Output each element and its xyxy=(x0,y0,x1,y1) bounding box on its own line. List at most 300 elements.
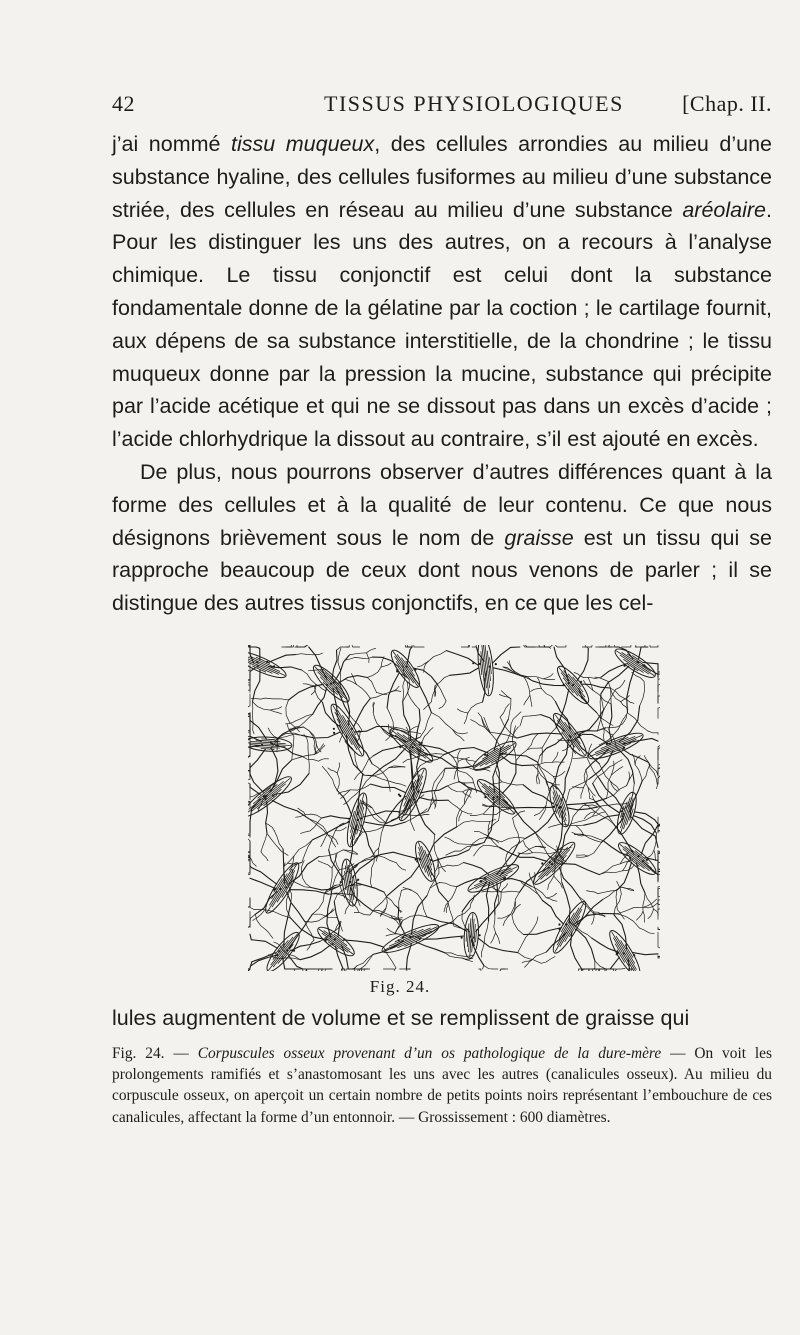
corpuscle-hatch xyxy=(474,924,476,947)
canaliculus xyxy=(531,689,542,692)
canal-mouth-dot xyxy=(580,681,582,683)
canaliculus xyxy=(465,789,469,803)
canaliculus xyxy=(459,811,462,821)
canaliculus xyxy=(261,852,268,861)
canaliculus xyxy=(386,934,400,936)
canaliculus xyxy=(296,645,309,647)
body-continuation: lules augmentent de volume et se remplissent de graisse qui xyxy=(112,1006,690,1030)
canaliculus xyxy=(378,856,397,863)
canaliculus xyxy=(294,840,313,856)
canal-mouth-dot xyxy=(565,923,567,925)
canal-mouth-dot xyxy=(334,938,336,940)
canal-mouth-dot xyxy=(358,730,360,732)
canaliculus xyxy=(481,944,484,958)
canaliculus xyxy=(658,958,660,959)
canaliculus xyxy=(610,688,624,698)
canaliculus xyxy=(658,881,660,904)
canaliculus xyxy=(334,902,339,937)
canaliculus xyxy=(484,921,488,944)
canaliculus xyxy=(658,904,660,905)
canal-mouth-dot xyxy=(486,755,488,757)
canaliculus xyxy=(327,895,331,938)
corpuscle-hatch xyxy=(623,849,649,871)
canaliculus xyxy=(457,821,481,827)
corpuscle-hatch xyxy=(269,934,298,970)
bone-corpuscles-drawing xyxy=(248,645,660,971)
canaliculus xyxy=(500,704,509,717)
canal-mouth-dot xyxy=(272,795,274,797)
canaliculus xyxy=(337,773,339,790)
canaliculus xyxy=(576,856,588,857)
canal-mouth-dot xyxy=(629,810,631,812)
canal-mouth-dot xyxy=(324,940,326,942)
canaliculus xyxy=(587,891,598,894)
canaliculus xyxy=(248,745,250,747)
canaliculus xyxy=(318,861,332,868)
canaliculus xyxy=(470,895,474,908)
canaliculus xyxy=(562,864,599,875)
canaliculus xyxy=(250,914,255,927)
canal-mouth-dot xyxy=(556,804,558,806)
canaliculus xyxy=(458,750,461,761)
canaliculus xyxy=(482,966,484,969)
canaliculus xyxy=(268,728,278,738)
canal-mouth-dot xyxy=(624,743,626,745)
canaliculus xyxy=(265,910,291,918)
canaliculus xyxy=(457,762,459,782)
text-run: . Pour les distinguer les uns des autres, on a recours à l’analyse chimique. Le tissu conjonctif est celui dont la substance fondamentale donne de la gélatine par la coction ; le cartilage fournit, aux dépens de sa substance interstitielle, de la chondrine ; le tissu muqueux donne par la pression la mucine, substance qui précipite par l’acide acétique et qui ne se dissout pas dans un excès d’acide ; l’acide chlorhydrique la dissout au contraire, s’il est ajouté en excès. xyxy=(112,197,772,452)
canaliculus xyxy=(255,914,265,929)
canaliculus xyxy=(658,932,660,954)
canaliculus xyxy=(648,909,654,918)
canaliculus xyxy=(439,701,446,709)
canaliculus xyxy=(284,904,291,948)
canaliculus xyxy=(484,966,498,969)
canaliculus xyxy=(295,654,312,655)
canaliculus xyxy=(364,775,390,781)
corpuscle-hatch xyxy=(541,850,570,880)
canaliculus xyxy=(554,645,564,647)
canal-mouth-dot xyxy=(621,810,623,812)
canaliculus xyxy=(530,695,532,706)
canal-mouth-dot xyxy=(496,796,498,798)
canaliculus xyxy=(529,887,543,900)
canal-mouth-dot xyxy=(574,733,576,735)
text-run: j’ai nommé xyxy=(112,132,232,156)
canaliculus xyxy=(498,969,508,971)
canal-mouth-dot xyxy=(575,929,577,931)
canaliculus xyxy=(387,672,399,708)
canal-mouth-dot xyxy=(479,663,481,665)
canaliculus xyxy=(508,699,511,720)
canaliculus xyxy=(577,899,603,925)
canaliculus xyxy=(367,667,381,678)
canaliculus xyxy=(268,655,295,663)
canaliculus xyxy=(300,945,330,960)
canal-mouth-dot xyxy=(629,857,631,859)
canaliculus xyxy=(331,870,339,895)
canaliculus xyxy=(524,677,530,695)
canaliculus xyxy=(448,863,464,867)
caption-text: — On voit les prolongements ramifiés et s’anastomosant les uns avec les autres (canalicules osseux). Au milieu du corpuscule osseux, on aperçoit un certain nombre de petits points noirs représentant l’embouchure de ces canalicules, affectant la forme d’un entonnoir. — Grossissement : 600 diamètres. xyxy=(112,1045,772,1126)
paragraph-2 xyxy=(112,456,772,620)
canaliculus xyxy=(549,824,562,828)
canaliculus xyxy=(607,775,612,798)
canaliculus xyxy=(272,801,309,819)
canaliculus xyxy=(600,806,614,823)
canal-mouth-dot xyxy=(418,742,420,744)
canaliculus xyxy=(533,852,558,854)
canal-mouth-dot xyxy=(501,753,503,755)
canaliculus xyxy=(250,934,278,948)
canaliculus xyxy=(380,852,418,859)
canaliculus xyxy=(445,748,488,755)
canal-mouth-dot xyxy=(572,684,574,686)
canal-mouth-dot xyxy=(606,743,608,745)
canal-mouth-dot xyxy=(398,939,400,941)
canaliculus xyxy=(349,645,359,647)
canaliculus xyxy=(554,647,568,681)
canaliculus xyxy=(581,788,584,799)
canaliculus xyxy=(464,863,489,875)
canal-mouth-dot xyxy=(261,744,263,746)
canaliculus xyxy=(457,709,467,713)
canaliculus xyxy=(635,765,642,781)
chapter-label: [Chap. II. xyxy=(682,91,772,116)
canaliculus xyxy=(429,651,447,662)
canaliculus xyxy=(250,784,260,795)
canaliculus xyxy=(643,893,645,911)
canaliculus xyxy=(474,845,484,856)
canal-mouth-dot xyxy=(563,684,565,686)
canaliculus xyxy=(248,747,250,763)
canaliculus xyxy=(592,938,618,952)
canaliculus xyxy=(604,729,613,735)
canaliculus xyxy=(379,826,384,848)
canaliculus xyxy=(252,868,277,884)
canaliculus xyxy=(407,647,412,664)
canaliculus xyxy=(425,728,434,737)
canal-mouth-dot xyxy=(472,662,474,664)
canaliculus xyxy=(628,713,648,731)
canaliculus xyxy=(410,645,413,647)
canaliculus xyxy=(532,681,565,686)
canaliculus xyxy=(405,811,428,822)
canaliculus xyxy=(367,648,376,652)
canal-mouth-dot xyxy=(279,888,281,890)
canaliculus xyxy=(363,826,384,832)
canaliculus xyxy=(372,749,405,776)
canaliculus xyxy=(350,901,359,912)
canaliculus xyxy=(512,915,524,934)
canaliculus xyxy=(520,645,535,647)
canaliculus xyxy=(595,677,608,681)
canaliculus xyxy=(293,881,311,887)
canaliculus xyxy=(343,969,345,971)
canal-mouth-dot xyxy=(265,795,267,797)
canaliculus xyxy=(592,912,595,924)
canaliculus xyxy=(322,766,329,774)
canaliculus xyxy=(562,745,570,751)
canal-mouth-dot xyxy=(398,794,400,796)
canaliculus xyxy=(468,702,483,713)
canaliculus xyxy=(408,694,419,710)
canal-mouth-dot xyxy=(553,806,555,808)
canal-mouth-dot xyxy=(419,858,421,860)
canaliculus xyxy=(595,961,613,969)
canaliculus xyxy=(384,947,397,968)
canal-mouth-dot xyxy=(273,889,275,891)
canaliculus xyxy=(588,842,602,856)
canaliculus xyxy=(532,917,538,931)
canaliculus xyxy=(627,668,635,713)
canaliculus xyxy=(296,714,313,721)
canal-mouth-dot xyxy=(349,881,351,883)
canaliculus xyxy=(250,799,260,833)
canal-mouth-dot xyxy=(484,796,486,798)
canaliculus xyxy=(636,911,643,920)
canaliculus xyxy=(354,698,371,727)
canaliculus xyxy=(633,953,658,955)
canaliculus xyxy=(543,674,553,679)
canaliculus xyxy=(524,695,530,705)
canal-mouth-dot xyxy=(266,661,268,663)
canal-mouth-dot xyxy=(333,728,335,730)
canal-mouth-dot xyxy=(278,950,280,952)
canaliculus xyxy=(367,653,370,663)
canaliculus xyxy=(329,775,337,791)
canaliculus xyxy=(639,928,654,934)
canal-mouth-dot xyxy=(643,664,645,666)
canaliculus xyxy=(373,713,381,728)
canaliculus xyxy=(301,831,311,834)
canaliculus xyxy=(434,835,438,859)
canaliculus xyxy=(617,907,643,914)
canaliculus xyxy=(479,969,483,971)
canaliculus xyxy=(608,681,611,704)
canaliculus xyxy=(309,819,328,835)
canaliculus xyxy=(523,715,541,717)
canaliculus xyxy=(614,894,621,915)
canaliculus xyxy=(253,702,271,710)
canaliculus xyxy=(524,841,533,852)
text-run: est un tissu qui se rapproche beaucoup de ceux dont nous venons de parler ; il se distingue des autres tissus conjonctifs, en ce que les cel- xyxy=(112,525,772,616)
canaliculus xyxy=(501,691,511,699)
canal-mouth-dot xyxy=(559,928,561,930)
canaliculus xyxy=(616,890,617,909)
canaliculus xyxy=(640,681,645,706)
canaliculus xyxy=(542,748,543,763)
canaliculus xyxy=(337,763,339,773)
canal-mouth-dot xyxy=(558,807,560,809)
canal-mouth-dot xyxy=(414,669,416,671)
canaliculus xyxy=(569,747,573,768)
canal-mouth-dot xyxy=(638,855,640,857)
canaliculus xyxy=(292,870,293,882)
canaliculus xyxy=(332,650,337,678)
canaliculus xyxy=(499,695,511,699)
canaliculus xyxy=(576,855,588,856)
canaliculus xyxy=(658,703,660,719)
corpuscle-hatch xyxy=(271,937,293,965)
canaliculus xyxy=(643,911,644,922)
canaliculus xyxy=(635,645,636,647)
corpuscle-hatch xyxy=(489,786,507,802)
canaliculus xyxy=(395,968,396,969)
canal-mouth-dot xyxy=(273,665,275,667)
canaliculus xyxy=(250,749,266,776)
canaliculus xyxy=(528,748,543,750)
canaliculus xyxy=(373,745,403,755)
canaliculus xyxy=(598,890,617,893)
canaliculus xyxy=(381,663,391,667)
canaliculus xyxy=(286,700,290,722)
canal-mouth-dot xyxy=(285,886,287,888)
canaliculus xyxy=(302,840,313,863)
canal-mouth-dot xyxy=(330,683,332,685)
canaliculus xyxy=(309,647,327,679)
canaliculus xyxy=(434,686,435,697)
running-title: TISSUS PHYSIOLOGIQUES xyxy=(324,91,624,116)
canal-mouth-dot xyxy=(646,859,648,861)
canaliculus xyxy=(577,728,606,733)
canaliculus xyxy=(500,717,517,738)
canaliculus xyxy=(577,649,588,681)
canal-mouth-dot xyxy=(624,665,626,667)
canaliculus xyxy=(474,832,488,836)
canal-mouth-dot xyxy=(504,877,506,879)
canaliculus xyxy=(658,741,660,760)
canaliculus xyxy=(248,674,250,681)
canaliculus xyxy=(270,707,281,710)
canaliculus xyxy=(625,698,634,703)
canaliculus xyxy=(329,850,344,880)
canaliculus xyxy=(275,774,310,795)
canal-mouth-dot xyxy=(343,938,345,940)
canal-mouth-dot xyxy=(360,817,362,819)
canaliculus xyxy=(248,898,250,912)
canaliculus xyxy=(575,913,617,923)
canaliculus xyxy=(583,969,586,971)
canal-mouth-dot xyxy=(412,746,414,748)
term-tissu-muqueux: tissu muqueux xyxy=(231,132,375,156)
canaliculus xyxy=(616,680,625,689)
canaliculus xyxy=(303,684,314,686)
canal-mouth-dot xyxy=(492,798,494,800)
canaliculus xyxy=(593,961,595,969)
canaliculus xyxy=(416,709,420,741)
canaliculus xyxy=(346,735,364,775)
canaliculus xyxy=(250,668,255,681)
canaliculus xyxy=(416,942,445,953)
canaliculus xyxy=(371,784,406,792)
canaliculus xyxy=(599,764,610,782)
canaliculus xyxy=(543,679,555,680)
canaliculus xyxy=(627,772,630,786)
canaliculus xyxy=(383,969,399,971)
canaliculus xyxy=(248,911,250,934)
canaliculus xyxy=(371,875,372,887)
canaliculus xyxy=(484,845,508,852)
canaliculus xyxy=(516,807,552,808)
canal-mouth-dot xyxy=(549,861,551,863)
body-text xyxy=(112,128,772,620)
canal-mouth-dot xyxy=(461,937,463,939)
canaliculus xyxy=(553,771,565,776)
canaliculus xyxy=(319,850,343,857)
canaliculus xyxy=(632,672,644,681)
canaliculus xyxy=(635,812,659,824)
canaliculus xyxy=(449,753,466,759)
canaliculus xyxy=(461,645,472,647)
corpuscle-hatch xyxy=(467,924,469,947)
canaliculus xyxy=(397,863,406,870)
canaliculus xyxy=(534,805,546,815)
canaliculus xyxy=(502,761,516,794)
canaliculus xyxy=(267,834,279,849)
canaliculus xyxy=(542,689,556,702)
canaliculus xyxy=(337,647,350,650)
caption-label: Fig. 24. — xyxy=(112,1045,198,1062)
canal-mouth-dot xyxy=(412,795,414,797)
canaliculus xyxy=(354,913,370,916)
canal-mouth-dot xyxy=(402,936,404,938)
canaliculus xyxy=(265,698,288,700)
canal-mouth-dot xyxy=(623,747,625,749)
canaliculus xyxy=(438,685,447,701)
canal-mouth-dot xyxy=(469,936,471,938)
canaliculus xyxy=(337,790,352,816)
canal-mouth-dot xyxy=(430,859,432,861)
canaliculus xyxy=(250,763,263,792)
canaliculus xyxy=(541,957,555,964)
canaliculus xyxy=(462,811,472,814)
canaliculus xyxy=(345,901,350,914)
canaliculus xyxy=(356,657,373,659)
canal-mouth-dot xyxy=(541,862,543,864)
canaliculus xyxy=(573,758,587,759)
canaliculus xyxy=(367,678,376,693)
canal-mouth-dot xyxy=(331,943,333,945)
canal-mouth-dot xyxy=(399,746,401,748)
canaliculus xyxy=(322,816,350,819)
figure-label: Fig. 24. xyxy=(369,977,431,996)
term-graisse: graisse xyxy=(504,525,574,550)
canaliculus xyxy=(538,773,539,783)
canaliculus xyxy=(420,713,431,738)
canaliculus xyxy=(357,954,373,965)
canaliculus xyxy=(490,782,503,784)
canaliculus xyxy=(372,808,386,824)
canaliculus xyxy=(417,661,428,667)
canal-mouth-dot xyxy=(633,954,635,956)
canaliculus xyxy=(526,811,556,839)
canal-mouth-dot xyxy=(276,954,278,956)
canal-mouth-dot xyxy=(415,858,417,860)
canaliculus xyxy=(302,872,311,888)
page-number: 42 xyxy=(112,91,135,116)
canaliculus xyxy=(576,825,584,834)
canaliculus xyxy=(338,648,341,662)
canaliculus xyxy=(654,909,658,915)
canal-mouth-dot xyxy=(351,728,353,730)
canaliculus xyxy=(308,748,309,773)
canaliculus xyxy=(487,838,502,842)
canaliculus xyxy=(356,684,370,698)
canal-mouth-dot xyxy=(357,819,359,821)
canal-mouth-dot xyxy=(417,790,419,792)
canaliculus xyxy=(610,760,623,767)
